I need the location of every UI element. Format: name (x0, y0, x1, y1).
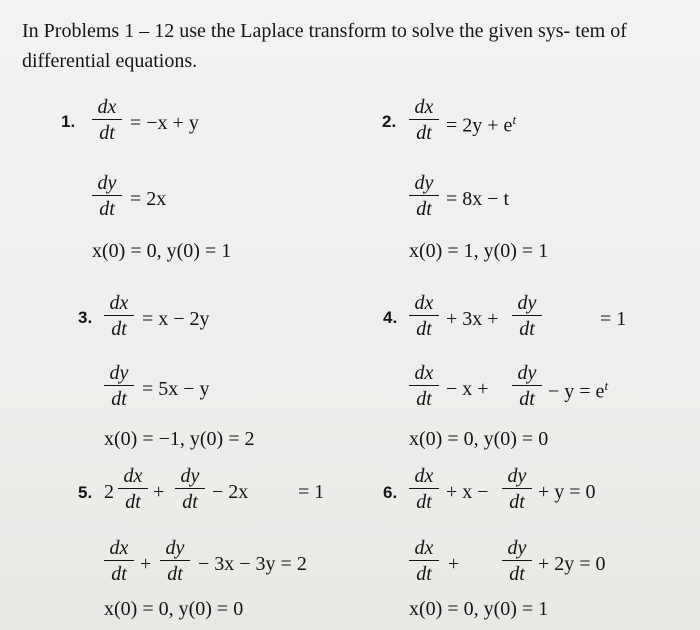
p1-dy-dt: dy dt (92, 172, 122, 220)
p3-dx-dt: dx dt (104, 292, 134, 340)
p5-initial-conditions: x(0) = 0, y(0) = 0 (104, 598, 244, 620)
p2-dy-dt: dy dt (409, 172, 439, 220)
p3-dy-dt: dy dt (104, 362, 134, 410)
p1-eq2-rhs: = 2x (130, 188, 167, 210)
p2-eq1-rhs: = $2y + e^t$ (446, 112, 517, 137)
p3-initial-conditions: x(0) = −1, y(0) = 2 (104, 428, 255, 450)
p6-eq1-rhs: + y = 0 (538, 481, 596, 503)
p4-initial-conditions: x(0) = 0, y(0) = 0 (409, 428, 549, 450)
p6-dx-dt-2: dx dt (409, 537, 439, 585)
p4-dx-dt-2: dx dt (409, 362, 439, 410)
p4-dx-dt: dx dt (409, 292, 439, 340)
p6-dx-dt: dx dt (409, 465, 439, 513)
p4-eq2-rhs: − $y = e^t$ (548, 378, 609, 403)
problem-3-number: 3. (78, 308, 93, 327)
p5-dy-dt: dy dt (175, 465, 205, 513)
p2-initial-conditions: x(0) = 1, y(0) = 1 (409, 240, 549, 262)
p4-eq1-mid: + 3x + (446, 308, 499, 330)
p5-dx-dt: dx dt (118, 465, 148, 513)
p4-eq1-rhs: = 1 (600, 308, 627, 330)
problem-1-number: 1. (61, 112, 76, 131)
p6-dy-dt-2: dy dt (502, 537, 532, 585)
p3-eq1-rhs: = x − 2y (142, 308, 210, 330)
p5-dx-dt-2: dx dt (104, 537, 134, 585)
problem-5-number: 5. (78, 483, 93, 502)
p5-eq2-rhs: − 3x − 3y = 2 (198, 553, 307, 575)
intro-text: In Problems 1 – 12 use the Laplace transform to solve the given sys- tem of differential equations. (22, 20, 627, 72)
p1-eq1-rhs: = −x + y (130, 112, 199, 134)
p6-initial-conditions: x(0) = 0, y(0) = 1 (409, 598, 549, 620)
p5-eq1-mid: + (153, 481, 165, 503)
p5-dy-dt-2: dy dt (160, 537, 190, 585)
p4-dy-dt: dy dt (512, 292, 542, 340)
problem-2-number: 2. (382, 112, 397, 131)
p6-eq2-mid: + (448, 553, 460, 575)
p6-eq2-rhs: + 2y = 0 (538, 553, 606, 575)
p5-eq2-mid: + (140, 553, 152, 575)
p6-dy-dt: dy dt (502, 465, 532, 513)
p6-eq1-mid: + x − (446, 481, 489, 503)
p5-eq1-end: = 1 (298, 481, 325, 503)
p2-eq2-rhs: = 8x − t (446, 188, 510, 210)
p3-eq2-rhs: = 5x − y (142, 378, 210, 400)
p1-dx-dt: dx dt (92, 96, 122, 144)
problem-4-number: 4. (383, 308, 398, 327)
p4-eq2-mid: − x + (446, 378, 489, 400)
p1-initial-conditions: x(0) = 0, y(0) = 1 (92, 240, 232, 262)
p4-dy-dt-2: dy dt (512, 362, 542, 410)
p2-dx-dt: dx dt (409, 96, 439, 144)
p5-eq1-coef: 2 (104, 481, 114, 503)
p5-eq1-rhs: − 2x (212, 481, 249, 503)
problem-6-number: 6. (383, 483, 398, 502)
